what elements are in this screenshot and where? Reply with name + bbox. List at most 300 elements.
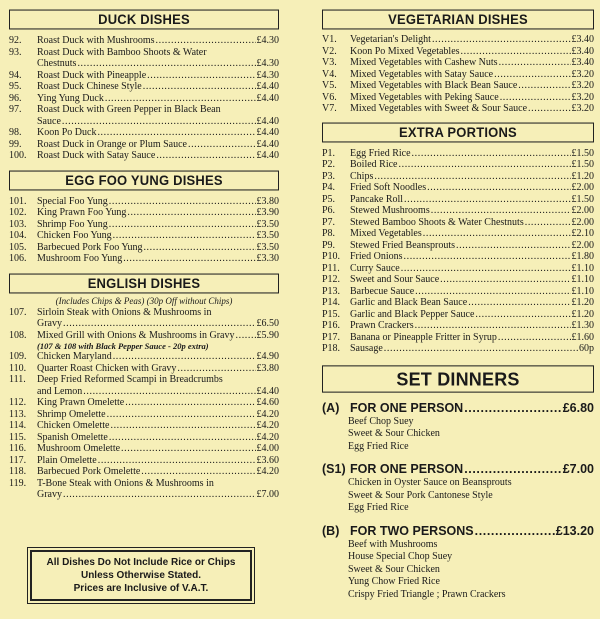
- item-number: P9.: [322, 239, 336, 251]
- item-price: £4.20: [256, 466, 279, 477]
- menu-item: [322, 286, 594, 298]
- item-price: £3.20: [571, 91, 594, 103]
- item-number: 106.: [9, 253, 27, 264]
- item-name: Quarter Roast Chicken with Gravy: [37, 362, 177, 374]
- item-price: £4.40: [256, 92, 279, 104]
- item-price: £4.00: [256, 443, 279, 454]
- item-number: 108.: [9, 329, 27, 341]
- item-name: Spanish Omelette: [37, 431, 108, 443]
- item-number: P7.: [322, 216, 336, 228]
- item-name: Mixed Vegetables: [350, 228, 422, 239]
- item-name: Deep Fried Reformed Scampi in Breadcrumbs: [37, 374, 223, 385]
- menu-item: [9, 420, 279, 432]
- item-price: £3.60: [256, 454, 279, 466]
- item-number: P6.: [322, 205, 336, 216]
- menu-item: [9, 455, 279, 467]
- item-price: £4.40: [256, 127, 279, 138]
- item-number: V6.: [322, 91, 337, 103]
- item-price: £1.30: [571, 320, 594, 331]
- set-item: Beef with Mushrooms: [348, 538, 438, 550]
- dot-leader: [374, 171, 570, 183]
- item-name: Mushroom Foo Yung: [37, 253, 123, 264]
- item-price: £7.00: [256, 489, 279, 500]
- dot-leader: [498, 332, 571, 344]
- dot-leader: [141, 466, 255, 478]
- set-dinner: [322, 523, 594, 602]
- dot-leader: [105, 93, 256, 105]
- item-number: V7.: [322, 103, 337, 114]
- item-name: Roast Duck with Mushrooms: [37, 35, 155, 46]
- item-price: £4.90: [256, 351, 279, 362]
- set-label: FOR ONE PERSON: [350, 400, 464, 415]
- menu-item: [322, 171, 594, 183]
- menu-item: [9, 478, 279, 501]
- menu-item: [322, 194, 594, 206]
- dot-leader: [415, 320, 571, 332]
- dot-leader: [399, 159, 571, 171]
- item-number: 111.: [9, 374, 26, 385]
- menu-item: [9, 466, 279, 478]
- menu-item: [9, 127, 279, 139]
- dot-leader: [97, 127, 255, 139]
- dot-leader: [63, 489, 256, 501]
- item-number: 109.: [9, 351, 27, 362]
- item-price: £3.90: [256, 207, 279, 218]
- dot-leader: [127, 207, 255, 219]
- menu-item: [9, 363, 279, 375]
- item-name: Chestnuts: [37, 58, 77, 69]
- dot-leader: [468, 297, 570, 309]
- egg-foo-yung-header: EGG FOO YUNG DISHES: [9, 170, 279, 190]
- item-number: 96.: [9, 92, 22, 104]
- item-price: £3.50: [256, 241, 279, 253]
- dot-leader: [77, 58, 255, 70]
- item-name: Chicken Foo Yung: [37, 230, 112, 241]
- item-price: £1.10: [571, 274, 594, 285]
- item-name: Mixed Vegetables with Sweet & Sour Sauce: [350, 103, 528, 114]
- item-number: 98.: [9, 127, 22, 138]
- item-name: Gravy: [37, 318, 62, 329]
- english-header: ENGLISH DISHES: [9, 273, 279, 293]
- item-name: Koon Po Mixed Vegetables: [350, 45, 460, 57]
- dot-leader: [401, 263, 571, 275]
- item-price: £4.40: [256, 138, 279, 150]
- item-name: Mixed Vegetables with Cashew Nuts: [350, 57, 498, 68]
- dot-leader: [109, 219, 256, 231]
- set-item: Sweet & Sour Chicken: [348, 563, 440, 575]
- item-price: £4.30: [256, 69, 279, 81]
- item-number: 113.: [9, 408, 27, 420]
- dot-leader: [62, 116, 256, 128]
- menu-item: [322, 103, 594, 115]
- menu-item: [9, 230, 279, 242]
- dot-leader: [63, 318, 256, 330]
- dot-leader: [83, 386, 255, 398]
- set-item: Sweet & Sour Pork Cantonese Style: [348, 489, 493, 501]
- item-name: Egg Fried Rice: [350, 147, 411, 159]
- item-price: £1.20: [571, 297, 594, 308]
- dot-leader: [236, 330, 256, 342]
- item-price: £1.50: [571, 193, 594, 205]
- item-name: Roast Duck Chinese Style: [37, 81, 142, 92]
- item-name: Fried Onions: [350, 251, 403, 262]
- dot-leader: [123, 253, 255, 265]
- item-number: P10.: [322, 251, 341, 262]
- dot-leader: [384, 343, 578, 355]
- item-number: 92.: [9, 35, 22, 46]
- item-number: 114.: [9, 420, 27, 431]
- item-price: £1.10: [571, 262, 594, 274]
- menu-item: [322, 309, 594, 321]
- menu-item: [322, 69, 594, 81]
- dot-leader: [121, 443, 255, 455]
- item-price: £1.60: [571, 331, 594, 343]
- item-name: T-Bone Steak with Onions & Mushrooms in: [37, 477, 214, 489]
- item-price: £1.80: [571, 251, 594, 262]
- item-name: Vegetarian's Delight: [350, 34, 431, 45]
- notice-line-3: Prices are Inclusive of V.A.T.: [73, 583, 209, 594]
- item-name: Stewed Fried Beansprouts: [350, 239, 455, 251]
- item-name: Mushroom Omelette: [37, 443, 121, 454]
- item-price: £3.20: [571, 68, 594, 80]
- dot-leader: [525, 217, 571, 229]
- extra-portions-header: EXTRA PORTIONS: [322, 122, 594, 142]
- menu-item: [9, 104, 279, 127]
- item-number: 105.: [9, 241, 27, 253]
- menu-item: [9, 351, 279, 363]
- dot-leader: [188, 139, 256, 151]
- item-price: £2.00: [571, 216, 594, 228]
- item-name: Garlic and Black Bean Sauce: [350, 297, 468, 308]
- item-price: £2.00: [571, 205, 594, 216]
- menu-item: [322, 182, 594, 194]
- item-price: £3.50: [256, 230, 279, 241]
- item-number: 94.: [9, 69, 22, 81]
- item-number: V3.: [322, 57, 337, 68]
- item-name: Barbecued Pork Omelette: [37, 466, 141, 477]
- item-name: Sauce: [37, 115, 61, 127]
- item-name: Curry Sauce: [350, 262, 400, 274]
- item-number: V2.: [322, 45, 337, 57]
- item-price: £1.20: [571, 170, 594, 182]
- english-subtitle: (Includes Chips & Peas) (30p Off without Chips): [55, 295, 233, 306]
- dot-leader: [461, 46, 571, 58]
- item-price: £1.10: [571, 285, 594, 297]
- dot-leader: [475, 523, 555, 539]
- dot-leader: [110, 420, 255, 432]
- menu-item: [9, 93, 279, 105]
- menu-item: [322, 274, 594, 286]
- item-number: P4.: [322, 182, 336, 193]
- item-name: Shrimp Foo Yung: [37, 218, 108, 230]
- dot-leader: [500, 92, 571, 104]
- menu-item: [9, 207, 279, 219]
- item-number: 117.: [9, 454, 27, 466]
- menu-item: [9, 253, 279, 265]
- item-name: Plain Omelette: [37, 454, 97, 466]
- item-number: V1.: [322, 34, 337, 45]
- dot-leader: [177, 363, 255, 375]
- dot-leader: [143, 81, 256, 93]
- item-price: £1.50: [571, 159, 594, 170]
- item-number: P14.: [322, 297, 341, 308]
- dot-leader: [143, 242, 255, 254]
- item-price: £4.20: [256, 431, 279, 443]
- dot-leader: [427, 182, 570, 194]
- item-name: Stewed Mushrooms: [350, 205, 430, 216]
- set-code: (B): [322, 523, 340, 538]
- menu-item: [322, 297, 594, 309]
- menu-item: [9, 196, 279, 208]
- set-dinners-header: SET DINNERS: [322, 365, 594, 392]
- item-price: £4.20: [256, 420, 279, 431]
- item-number: 118.: [9, 466, 27, 477]
- item-name: Mixed Vegetables with Peking Sauce: [350, 91, 499, 103]
- item-number: 112.: [9, 397, 27, 408]
- item-number: P1.: [322, 147, 336, 159]
- set-label: FOR TWO PERSONS: [350, 523, 474, 538]
- left-column: [9, 0, 279, 501]
- item-price: £3.80: [256, 362, 279, 374]
- item-name: Garlic and Black Pepper Sauce: [350, 308, 475, 320]
- item-price: £4.30: [256, 35, 279, 46]
- item-price: £4.30: [256, 58, 279, 69]
- set-dinner: [322, 400, 594, 454]
- menu-item: [9, 219, 279, 231]
- item-number: 100.: [9, 150, 27, 161]
- dot-leader: [464, 400, 562, 416]
- set-item: Beef Chop Suey: [348, 415, 414, 427]
- item-price: £3.20: [571, 103, 594, 114]
- item-number: P18.: [322, 343, 341, 354]
- item-name: Roast Duck in Orange or Plum Sauce: [37, 138, 187, 150]
- item-price: £3.20: [571, 80, 594, 91]
- item-number: 102.: [9, 207, 27, 218]
- menu-item: [9, 47, 279, 70]
- extra-portions-list: [322, 148, 594, 355]
- item-number: P8.: [322, 228, 336, 239]
- item-name: Prawn Crackers: [350, 320, 414, 331]
- item-name: King Prawn Foo Yung: [37, 207, 127, 218]
- dot-leader: [113, 230, 256, 242]
- notice-line-2: Unless Otherwise Stated.: [80, 570, 202, 581]
- item-name: Koon Po Duck: [37, 127, 97, 138]
- item-name: Roast Duck with Pineapple: [37, 69, 147, 81]
- vegetarian-header: VEGETARIAN DISHES: [322, 10, 594, 30]
- item-number: P13.: [322, 285, 341, 297]
- item-price: £4.40: [256, 150, 279, 161]
- set-item: Egg Fried Rice: [348, 440, 409, 452]
- item-number: 104.: [9, 230, 27, 241]
- menu-item: [322, 148, 594, 160]
- menu-item: [322, 57, 594, 69]
- dot-leader: [156, 150, 255, 162]
- dot-leader: [475, 309, 570, 321]
- set-code: (S1): [322, 462, 346, 476]
- dot-leader: [464, 461, 562, 477]
- item-price: £3.40: [571, 34, 594, 45]
- item-price: £3.30: [256, 253, 279, 264]
- item-name: Banana or Pineapple Fritter in Syrup: [350, 331, 497, 343]
- menu-item: [9, 443, 279, 455]
- item-number: 97.: [9, 104, 22, 115]
- dot-leader: [499, 57, 571, 69]
- duck-header: DUCK DISHES: [9, 10, 279, 30]
- menu-item: [322, 34, 594, 46]
- item-price: £1.20: [571, 308, 594, 320]
- item-name: Fried Soft Noodles: [350, 182, 427, 193]
- menu-item: [322, 205, 594, 217]
- menu-item: [9, 330, 279, 342]
- right-column: [322, 0, 594, 601]
- item-name: Boiled Rice: [350, 159, 398, 170]
- dot-leader: [431, 205, 571, 217]
- item-number: 115.: [9, 431, 27, 443]
- item-price: £2.00: [571, 239, 594, 251]
- item-name: Chicken Maryland: [37, 351, 112, 362]
- dot-leader: [423, 228, 571, 240]
- item-name: Mixed Vegetables with Satay Sauce: [350, 68, 494, 80]
- dot-leader: [518, 80, 570, 92]
- dot-leader: [147, 70, 255, 82]
- item-name: Shrimp Omelette: [37, 408, 106, 420]
- set-dinner: [322, 461, 594, 515]
- dot-leader: [456, 240, 571, 252]
- item-price: £2.00: [571, 182, 594, 193]
- item-number: 95.: [9, 81, 22, 92]
- set-price: £6.80: [562, 400, 594, 415]
- item-price: £4.40: [256, 115, 279, 127]
- dot-leader: [415, 286, 570, 298]
- item-price: £6.50: [256, 318, 279, 329]
- dot-leader: [156, 35, 256, 47]
- item-number: 99.: [9, 138, 22, 150]
- item-name: Roast Duck with Green Pepper in Black Bean: [37, 104, 221, 115]
- notice-box: [30, 550, 252, 601]
- item-number: 116.: [9, 443, 27, 454]
- item-price: £2.10: [571, 228, 594, 239]
- menu-item: [9, 139, 279, 151]
- menu-item: [322, 46, 594, 58]
- item-price: £4.40: [256, 81, 279, 92]
- dot-leader: [412, 148, 571, 160]
- english-list-a: [9, 307, 279, 342]
- dot-leader: [98, 455, 256, 467]
- item-name: Sirloin Steak with Onions & Mushrooms in: [37, 306, 212, 318]
- item-price: £4.20: [256, 408, 279, 420]
- item-number: P16.: [322, 320, 341, 331]
- menu-item: [322, 251, 594, 263]
- menu-item: [9, 307, 279, 330]
- item-name: Mixed Vegetables with Black Bean Sauce: [350, 80, 518, 91]
- item-name: Gravy: [37, 489, 62, 500]
- menu-item: [9, 397, 279, 409]
- menu-item: [9, 150, 279, 162]
- dot-leader: [109, 196, 256, 208]
- dot-leader: [404, 251, 571, 263]
- set-code: (A): [322, 400, 340, 415]
- item-name: and Lemon: [37, 385, 83, 397]
- menu-item: [9, 432, 279, 444]
- item-price: £3.40: [571, 57, 594, 68]
- dot-leader: [107, 409, 256, 421]
- menu-item: [322, 320, 594, 332]
- item-name: Barbecued Pork Foo Yung: [37, 241, 143, 253]
- set-label: FOR ONE PERSON: [350, 462, 464, 476]
- item-name: Chips: [350, 170, 374, 182]
- item-name: Barbecue Sauce: [350, 285, 415, 297]
- menu-item: [9, 35, 279, 47]
- dot-leader: [109, 432, 256, 444]
- duck-list: [9, 35, 279, 162]
- item-price: £4.40: [256, 385, 279, 397]
- vegetarian-list: [322, 34, 594, 115]
- item-number: 101.: [9, 195, 27, 207]
- menu-item: [9, 409, 279, 421]
- item-number: 107.: [9, 306, 27, 318]
- set-dinners-list: [322, 400, 594, 602]
- menu-item: [9, 81, 279, 93]
- item-price: £5.90: [256, 329, 279, 341]
- item-number: 93.: [9, 46, 22, 58]
- item-name: Roast Duck with Satay Sauce: [37, 150, 156, 161]
- dot-leader: [404, 194, 570, 206]
- dot-leader: [125, 397, 255, 409]
- egg-foo-yung-list: [9, 196, 279, 265]
- item-price: £4.60: [256, 397, 279, 408]
- set-item: House Special Chop Suey: [348, 551, 453, 562]
- menu-item: [322, 217, 594, 229]
- dot-leader: [494, 69, 570, 81]
- item-number: P17.: [322, 331, 341, 343]
- item-price: 60p: [579, 343, 594, 354]
- item-price: £3.80: [256, 195, 279, 207]
- item-name: Chicken Omelette: [37, 420, 110, 431]
- item-price: £1.50: [571, 147, 594, 159]
- item-name: Roast Duck with Bamboo Shoots & Water: [37, 46, 207, 58]
- menu-item: [9, 242, 279, 254]
- item-number: V4.: [322, 68, 337, 80]
- menu-item: [322, 92, 594, 104]
- set-item: Chicken in Oyster Sauce on Beansprouts: [348, 477, 512, 488]
- notice-line-1: All Dishes Do Not Include Rice or Chips: [46, 557, 236, 568]
- item-number: 119.: [9, 477, 27, 489]
- item-name: Sausage: [350, 343, 383, 354]
- menu-item: [322, 240, 594, 252]
- set-item: Yung Chow Fried Rice: [348, 576, 440, 587]
- english-note: (107 & 108 with Black Pepper Sauce - 20p extra): [37, 341, 209, 351]
- item-number: P15.: [322, 308, 341, 320]
- menu-item: [322, 159, 594, 171]
- item-number: 110.: [9, 362, 27, 374]
- item-number: P11.: [322, 262, 340, 274]
- item-name: Pancake Roll: [350, 193, 404, 205]
- menu-item: [322, 332, 594, 344]
- item-name: Sweet and Sour Sauce: [350, 274, 440, 285]
- item-price: £3.50: [256, 218, 279, 230]
- item-name: Mixed Grill with Onions & Mushrooms in Gravy: [37, 329, 235, 341]
- menu-item: [322, 80, 594, 92]
- set-price: £7.00: [562, 462, 594, 476]
- menu-item: [322, 228, 594, 240]
- item-number: P5.: [322, 193, 336, 205]
- item-number: V5.: [322, 80, 337, 91]
- set-price: £13.20: [555, 523, 594, 538]
- dot-leader: [113, 351, 256, 363]
- item-number: P2.: [322, 159, 336, 170]
- menu-item: [9, 70, 279, 82]
- item-price: £3.40: [571, 45, 594, 57]
